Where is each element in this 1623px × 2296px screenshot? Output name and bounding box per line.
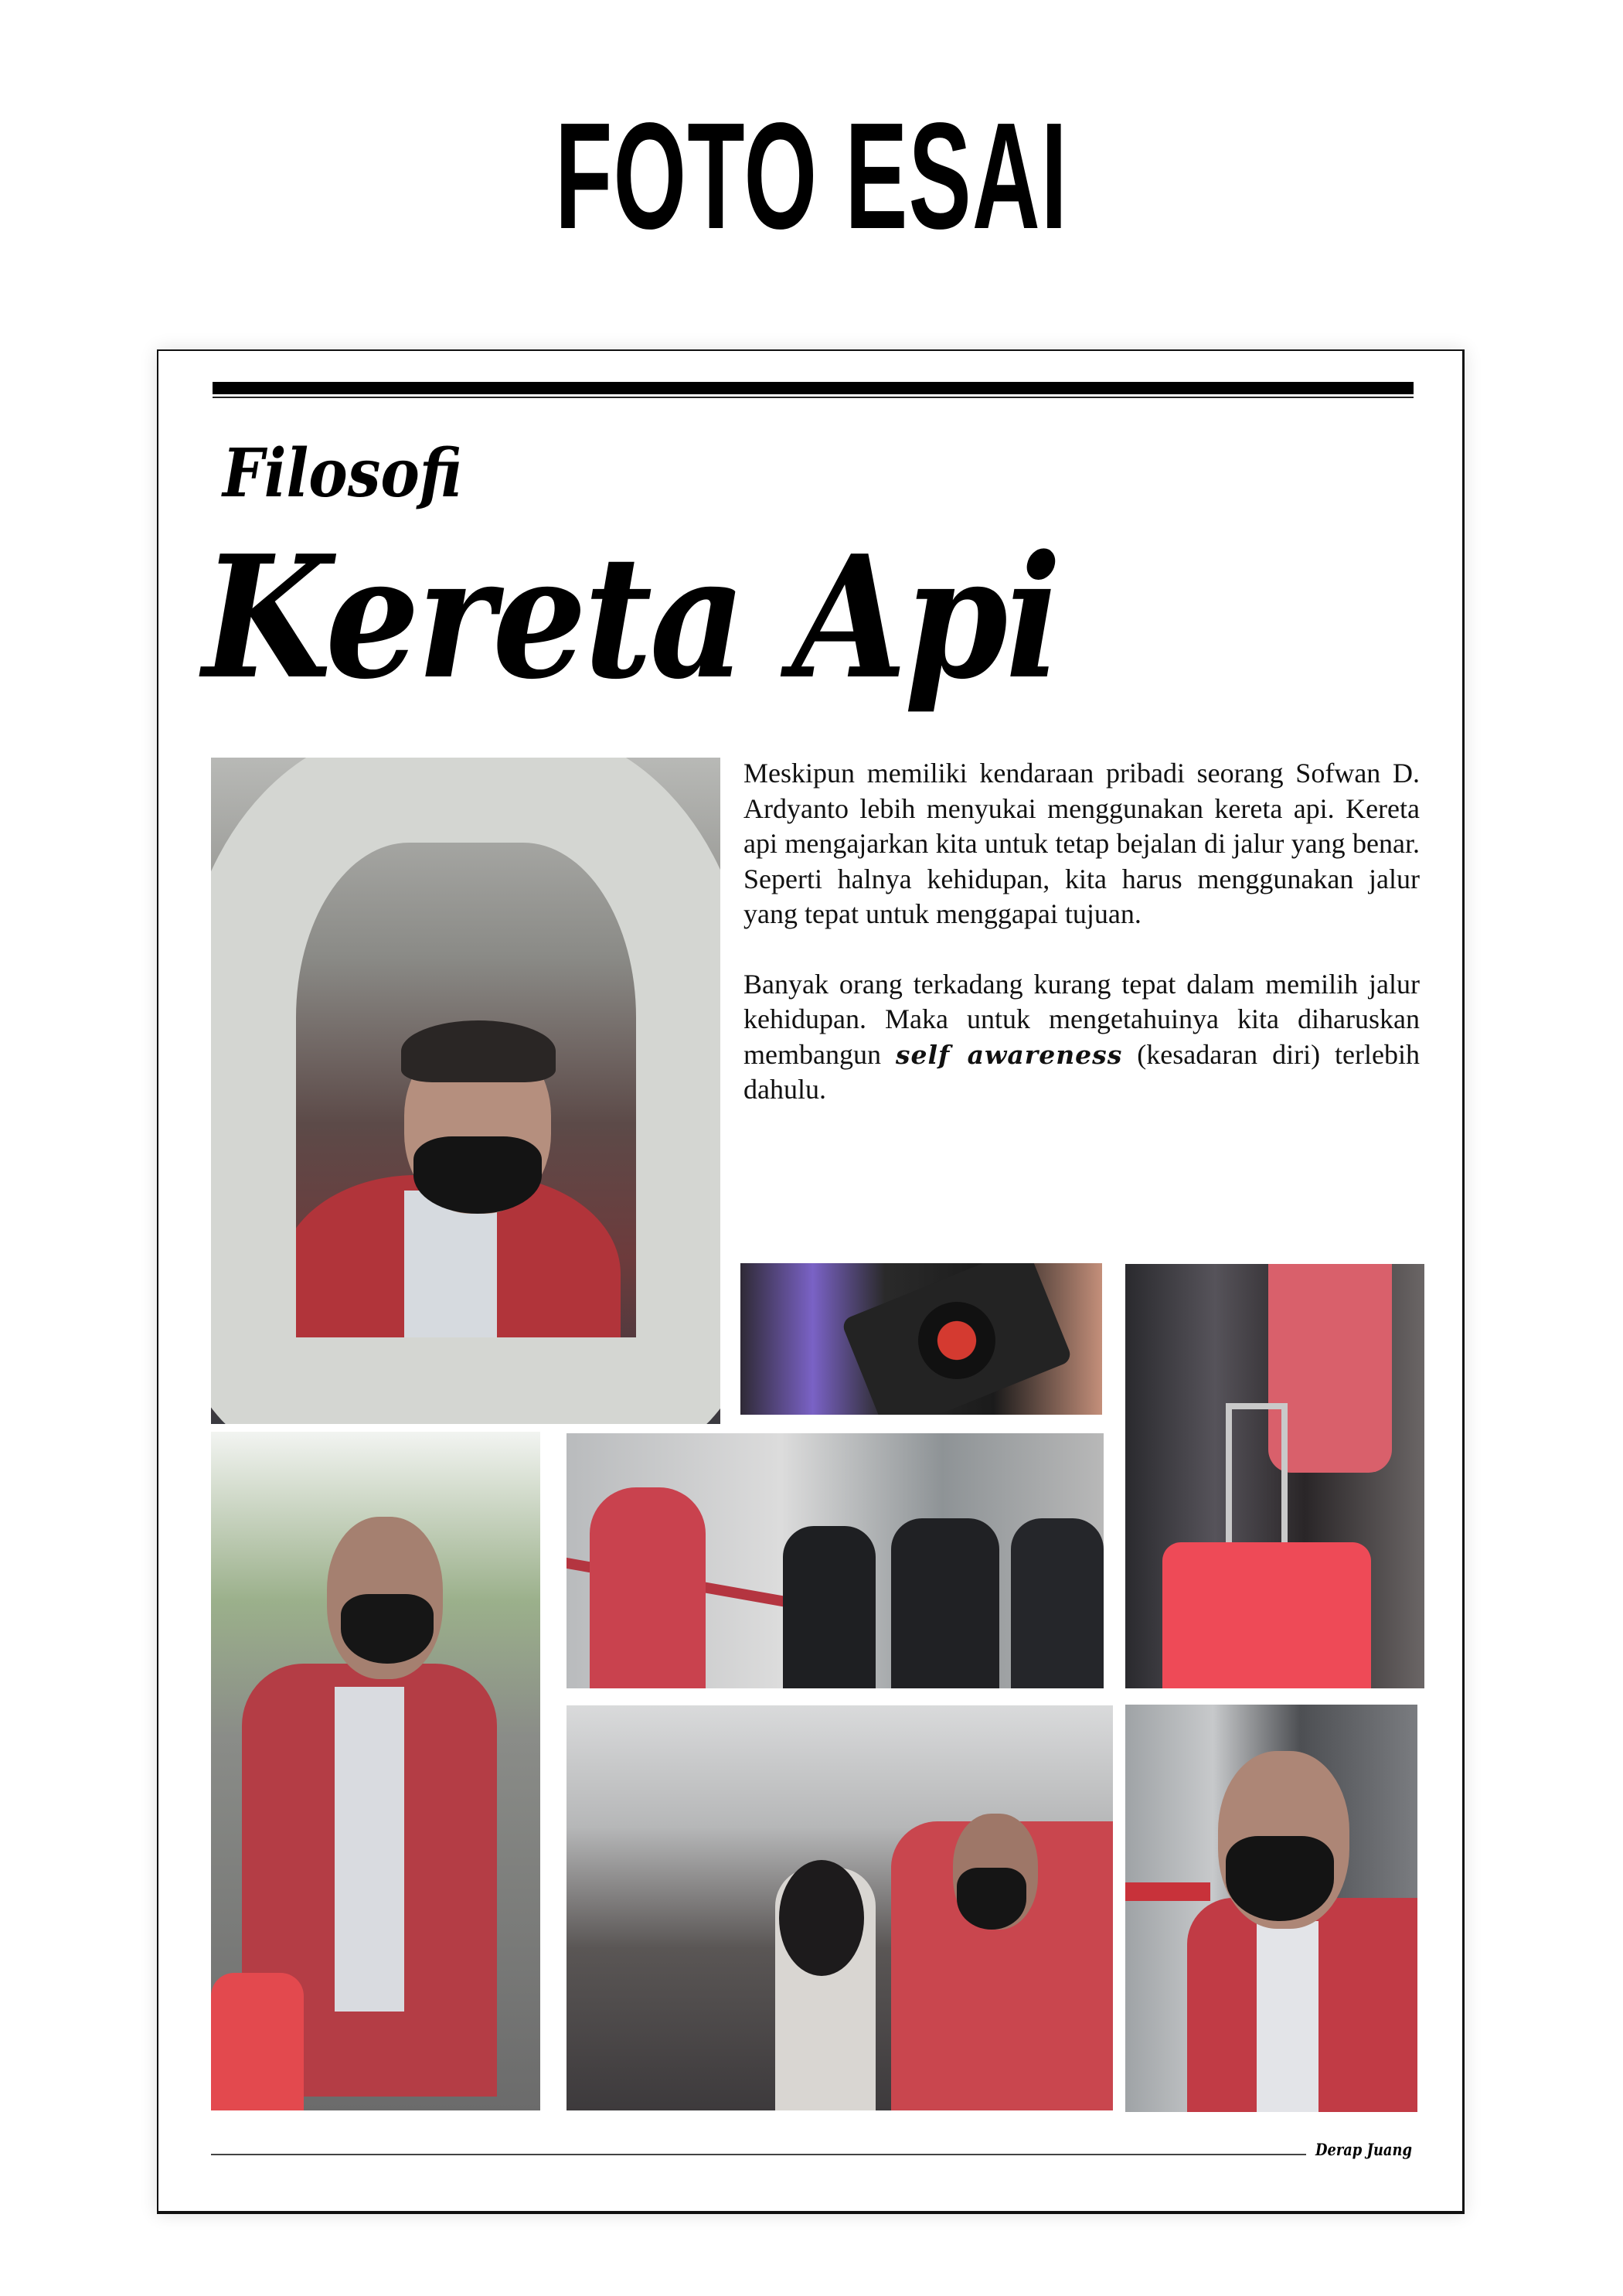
photo-shape (590, 1487, 706, 1688)
photo-shape (957, 1868, 1026, 1930)
top-rule-thick (213, 382, 1414, 394)
photo-shape (1226, 1836, 1334, 1921)
article-paragraph: Meskipun memiliki kendaraan pribadi seorang Sofwan D. Ardyanto lebih menyukai menggunakan kereta api. Kereta api mengajarkan kita untuk tetap bejalan di jalur yang benar. Seperti halnya kehidupan, kita harus menggunakan jalur yang tepat untuk menggapai tujuan. (743, 758, 1420, 929)
article-kicker: Filosofi (223, 434, 462, 513)
paragraph-text: Banyak orang terkadang kurang tepat dalam memilih jalur kehidupan. Maka untuk mengetahuinya kita diharuskan membangun (743, 968, 1420, 1070)
photo-shape (779, 1860, 864, 1976)
page-header-title: FOTO ESAI (555, 91, 1068, 261)
top-rule-thin (213, 397, 1414, 398)
photo-suitcase (1125, 1264, 1424, 1688)
photo-shape (341, 1594, 434, 1664)
footer-brand: Derap Juang (1315, 2140, 1412, 2159)
photo-shape (918, 1302, 995, 1379)
emphasis-text: self awareness (895, 1039, 1123, 1070)
photo-shape (783, 1526, 876, 1688)
photo-shape (335, 1687, 404, 2012)
photo-main-portrait (211, 758, 720, 1424)
photo-card-case (740, 1263, 1102, 1415)
photo-shape (211, 1973, 304, 2110)
paragraph-text: (kesadaran diri) terlebih dahulu. (743, 1038, 1420, 1105)
photo-shape (891, 1518, 999, 1688)
photo-man-walking (211, 1432, 540, 2110)
photo-shape (1125, 1882, 1210, 1901)
article-body (743, 756, 1420, 1143)
photo-shape (1011, 1518, 1104, 1688)
photo-man-exiting-train (1125, 1705, 1417, 2112)
article-paragraph (743, 967, 1420, 1108)
photo-shape (1257, 1921, 1318, 2112)
photo-shape (211, 758, 720, 1424)
photo-platform-group (567, 1433, 1104, 1688)
article-headline: Kereta Api (202, 519, 1060, 717)
footer-rule (211, 2154, 1306, 2155)
photo-train-crowd (567, 1705, 1113, 2110)
photo-shape (1162, 1542, 1371, 1688)
